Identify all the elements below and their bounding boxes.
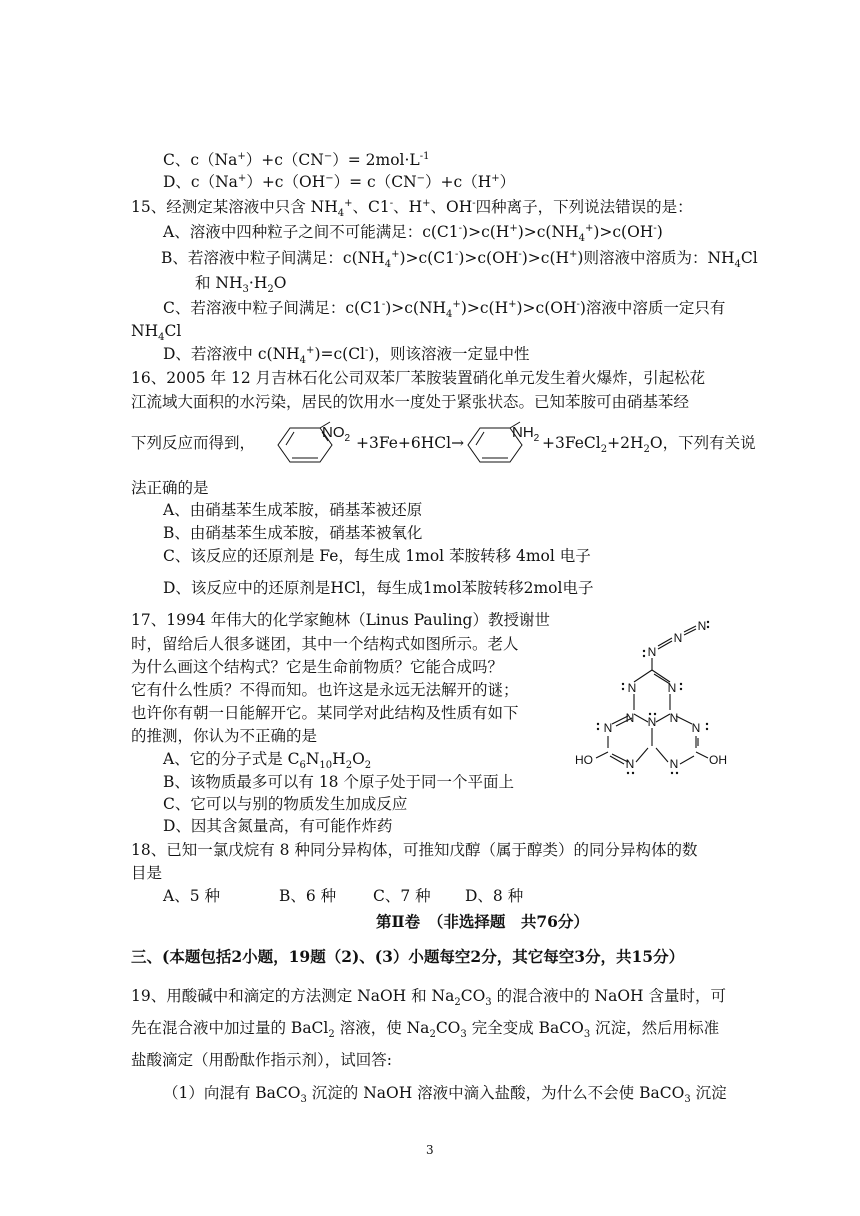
- atom-n-ring-6: N: [691, 721, 701, 735]
- q16-option-b: B、由硝基苯生成苯胺，硝基苯被氧化: [163, 524, 423, 542]
- q15-option-d: D、若溶液中 $c(NH_4^+)=c(Cl^-)$，则该溶液一定显中性: [163, 344, 530, 367]
- atom-n-ring-4: N: [669, 711, 679, 725]
- q16-option-a: A、由硝基苯生成苯胺，硝基苯被还原: [163, 501, 423, 519]
- section-three-heading: 三、(本题包括2小题，19题（2)、(3）小题每空2分，其它每空3分，共15分）: [131, 947, 685, 966]
- q16-stem-line2: 江流域大面积的水污染，居民的饮用水一度处于紧张状态。已知苯胺可由硝基苯经: [131, 393, 690, 411]
- q19-subquestion-1: （1）向混有 BaCO$_3$ 沉淀的 NaOH 溶液中滴入盐酸，为什么不会使 BaCO$_3$ 沉淀: [163, 1084, 727, 1106]
- q16-stem-line4: 法正确的是: [131, 479, 209, 497]
- atom-n-azide-2: N: [673, 631, 683, 645]
- hydroxyl-left: HO: [575, 753, 593, 767]
- q15-option-c-line2: $NH_4Cl$: [131, 322, 182, 344]
- q17-stem-line3: 为什么画这个结构式？它是生命前物质？它能合成吗？: [131, 658, 504, 676]
- q17-option-c: C、它可以与别的物质发生加成反应: [163, 795, 408, 813]
- q17-stem-line2: 时，留给后人很多谜团，其中一个结构式如图所示。老人: [131, 635, 519, 653]
- atom-n-ring-7: N: [625, 757, 635, 771]
- nitro-group-label: $NO_2$: [322, 424, 351, 444]
- q18-option-c: C、7 种: [373, 887, 431, 905]
- atom-n-ring-8: N: [669, 757, 679, 771]
- q18-option-b: B、6 种: [279, 887, 337, 905]
- q14-option-c: C、$c(Na^+)+c(CN^-)= 2mol\cdot L^{-1}$: [163, 150, 430, 169]
- q18-option-a: A、5 种: [163, 887, 220, 905]
- q19-stem-line1: 19、用酸碱中和滴定的方法测定 NaOH 和 $Na_2CO_3$ 的混合液中的 NaOH 含量时，可: [131, 987, 726, 1009]
- atom-n-ring-3: N: [625, 711, 635, 725]
- q16-stem-line1: 16、2005 年 12 月吉林石化公司双苯厂苯胺装置硝化单元发生着火爆炸，引起松花: [131, 369, 706, 387]
- atom-n-azide-3: N: [697, 619, 707, 633]
- q18-stem-line1: 18、已知一氯戊烷有 8 种同分异构体，可推知戊醇（属于醇类）的同分异构体的数: [131, 841, 698, 859]
- q18-stem-line2: 目是: [131, 864, 163, 882]
- q16-reaction-middle: +3Fe+6HCl→: [356, 434, 465, 452]
- atom-n-ring-2: N: [667, 681, 677, 695]
- pauling-molecule-structure: [568, 612, 736, 780]
- q16-stem-line3: 下列反应而得到，: [131, 434, 256, 452]
- atom-n-azide-1: N: [647, 645, 657, 659]
- q17-stem-line6: 的推测，你认为不正确的是: [131, 727, 318, 745]
- q17-option-b: B、该物质最多可以有 18 个原子处于同一个平面上: [163, 773, 514, 791]
- q16-option-d: D、该反应中的还原剂是HCl，每生成1mol苯胺转移2mol电子: [163, 579, 594, 597]
- q16-option-c: C、该反应的还原剂是 Fe，每生成 1mol 苯胺转移 4mol 电子: [163, 547, 591, 565]
- q19-stem-line2: 先在混合液中加过量的 BaCl$_2$ 溶液，使 $Na_2CO_3$ 完全变成 BaCO$_3$ 沉淀，然后用标准: [131, 1019, 720, 1041]
- q16-reaction-end: $+3FeCl_2+2H_2O$，下列有关说: [542, 434, 756, 456]
- amino-group-label: $NH_2$: [512, 424, 540, 444]
- atom-n-ring-1: N: [627, 681, 637, 695]
- q15-option-b-line2: 和 $NH_3\cdot H_2O$: [195, 274, 287, 296]
- atom-n-ring-5: N: [603, 721, 613, 735]
- q15-option-b-line1: B、若溶液中粒子间满足：$c(NH_4^+)>c(C1^-)>c(OH^-)>c(H^+)$则溶液中溶质为：$NH_4Cl$: [161, 248, 758, 271]
- q17-stem-line1: 17、1994 年伟大的化学家鲍林（Linus Pauling）教授谢世: [131, 611, 550, 629]
- hydroxyl-right: OH: [709, 753, 727, 767]
- q19-stem-line3: 盐酸滴定（用酚酞作指示剂），试回答:: [131, 1051, 392, 1069]
- q15-option-a: A、溶液中四种粒子之间不可能满足：$c(C1^-)>c(H^+)>c(NH_4^+)>c(OH^-)$: [163, 222, 663, 245]
- part-two-heading: 第Ⅱ卷 （非选择题 共76分）: [376, 912, 589, 931]
- page-number: 3: [426, 1143, 434, 1157]
- atom-n-center: N: [647, 715, 657, 729]
- q17-stem-line4: 它有什么性质？不得而知。也许这是永远无法解开的谜；: [131, 681, 519, 699]
- q15-option-c-line1: C、若溶液中粒子间满足：$c(C1^-)>c(NH_4^+)>c(H^+)>c(OH^-)$溶液中溶质一定只有: [163, 298, 726, 321]
- q15-stem: 15、经测定某溶液中只含 $NH_4^+$、C1-、H+、OH-四种离子，下列说法错误的是：: [131, 197, 693, 220]
- q17-option-d: D、因其含氮量高，有可能作炸药: [163, 817, 393, 835]
- q18-option-d: D、8 种: [465, 887, 524, 905]
- q17-stem-line5: 也许你有朝一日能解开它。某同学对此结构及性质有如下: [131, 704, 519, 722]
- q14-option-d: D、c（Na+）+c（OH−）= c（CN−）+c（H+）: [163, 172, 516, 191]
- q17-option-a: A、它的分子式是 $C_6N_{10}H_2O_2$: [163, 750, 372, 772]
